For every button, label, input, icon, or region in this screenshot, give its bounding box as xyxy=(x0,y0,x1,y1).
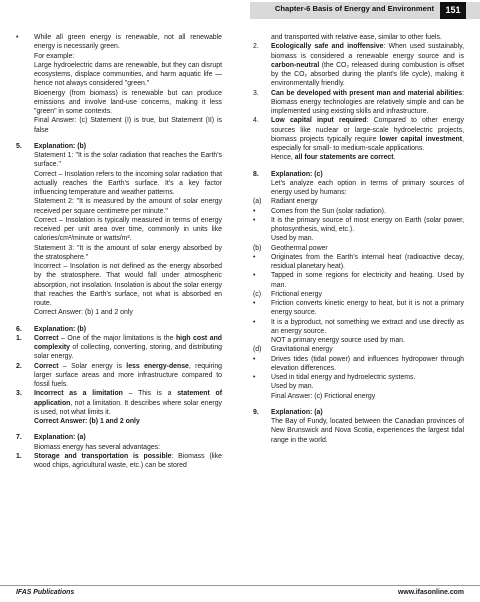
website-link[interactable]: www.ifasonline.com xyxy=(398,589,464,596)
question-7-heading: 7. Explanation: (a) xyxy=(16,434,86,442)
publisher-name: IFAS Publications xyxy=(16,589,75,596)
question-5-heading: 5. Explanation: (b) xyxy=(16,142,87,150)
option-b: (b) Geothermal power xyxy=(253,244,328,252)
example-block: For example: Large hydroelectric dams are renewable, but they can disrupt ecosystems, displace communities, and harm aquatic life — hence not always considered "green." Bioenergy (from biomass) is renewable but can produce emissions and involve land-use concerns, making it less "green" in some contexts. Final Answer: (c) Statement (I) is true, but Statement (II) is false xyxy=(34,52,222,134)
question-8-heading: 8. Explanation: (c) xyxy=(253,170,323,178)
bullet-item: • While all green energy is renewable, not all renewable energy is necessarily green. xyxy=(16,34,222,51)
left-column: • While all green energy is renewable, not all renewable energy is necessarily green. For example: Large hydroelectric dams are renewable, but they can disrupt ecosystems, displace communities, and harm aquatic life — hence not always considered "green." Bioenergy (from biomass) is renewable but can produce emissions and involve land-use concerns, making it less "green" in some contexts. Final Answer: (c) Statement (I) is true, but Statement (II) is false 5. Explanation: (b) Statement 1: "It is the solar radiation that reaches the Earth's surface." Correct – Insolation refers to the incoming solar radiation that actually reaches the Earth's surface. It's a key factor influencing temperature and weather patterns. Statement 2: "It is measured by the amount of solar energy received per square centimetre per minute." Correct – Insolation is typically measured in terms of energy received per unit area over time, commonly in units like calories/cm²/minute or watts/m². Statement 3: "It is the amount of solar energy absorbed by the stratosphere." Incorrect – Insolation is not defined as the energy absorbed by the stratosphere. That would fall under atmospheric absorption, not insolation. Insolation is about the solar energy that reaches the Earth's surface, not what is absorbed en route. Correct Answer: (b) 1 and 2 only 6. Explanation: (b) 1. Correct – One of the major limitations is the high cost and complexity of collecting, converting, storing, and distributing solar energy. 2. Correct – Solar energy is less energy-dense, requiring larger surface areas and more infrastructure compared to fossil fuels. 3. Incorrect as a limitation – This is a statement of application, not a limitation. It describes where solar energy is used, not what limits it. Correct Answer: (b) 1 and 2 only 7. Explanation: (a) Biomass energy has several advantages: 1. Storage and transportation is possible: Biomass (like wood chips, agricultural waste, etc.) can be stored xyxy=(16,34,222,469)
option-a: (a) Radiant energy xyxy=(253,198,318,206)
bullet-icon: • xyxy=(253,207,256,215)
question-5-body: Statement 1: "It is the solar radiation that reaches the Earth's surface." Correct – Insolation refers to the incoming solar radiation that actually reaches the Earth's surface. It's a key factor influencing temperature and weather patterns. Statement 2: "It is measured by the amount of solar energy received per square centimetre per minute." Correct – Insolation is typically measured in terms of energy received per unit area over time, commonly in units like calories/cm²/minute or watts/m². Statement 3: "It is the amount of solar energy absorbed by the stratosphere." Incorrect – Insolation is not defined as the energy absorbed by the stratosphere. That would fall under atmospheric absorption, not insolation. Insolation is about the solar energy that reaches the Earth's surface, not what is absorbed en route. Correct Answer: (b) 1 and 2 only xyxy=(34,152,222,317)
page-number: 151 xyxy=(440,2,466,19)
numbered-item: 2. Ecologically safe and inoffensive: When used sustainably, biomass is considered a renewable energy source and is carbon-neutral (the CO₂ released during combustion is offset by the CO₂ absorbed during the plant's life cycle), making it environmentally friendly. xyxy=(253,43,464,88)
bullet-item: • Tapped in some regions for electricity and heating. Used by man. xyxy=(253,272,464,289)
bullet-item: • It is a byproduct, not something we extract and use directly as an energy source. xyxy=(253,318,464,335)
numbered-item: 3. Incorrect as a limitation – This is a statement of application, not a limitation. It describes where solar energy is used, not what limits it. xyxy=(16,390,222,416)
numbered-item: 4. Low capital input required: Compared to other energy sources like nuclear or large-scale hydroelectric projects, biomass projects typically require lower capital investment, especially for small- to medium-scale applications. xyxy=(253,117,464,152)
bullet-icon: • xyxy=(16,34,19,41)
bullet-item: • Comes from the Sun (solar radiation). xyxy=(253,207,386,215)
bullet-item: • Used in tidal energy and hydroelectric systems. xyxy=(253,374,416,381)
option-d: (d) Gravitational energy xyxy=(253,346,333,354)
numbered-item: 3. Can be developed with present man and material abilities: Biomass energy technologies are relatively simple and can be implemented using existing skills and infrastructure. xyxy=(253,89,464,115)
bullet-icon: • xyxy=(253,253,256,261)
hence-statement: Hence, all four statements are correct. xyxy=(271,154,396,162)
bullet-icon: • xyxy=(253,374,256,381)
option-c: (c) Frictional energy xyxy=(253,290,322,298)
final-answer: Final Answer: (c) Statement (I) is true, but Statement (II) is false xyxy=(34,117,222,134)
chapter-title: Chapter-6 Basis of Energy and Environment xyxy=(274,4,434,13)
page-header xyxy=(0,0,480,20)
page-footer xyxy=(0,585,480,602)
correct-answer: Correct Answer: (b) 1 and 2 only xyxy=(34,309,133,317)
numbered-item: 2. Correct – Solar energy is less energy-dense, requiring larger surface areas and more infrastructure compared to fossil fuels. xyxy=(16,362,222,388)
bullet-item: • It is the primary source of most energy on Earth (solar power, photosynthesis, wind, etc.). xyxy=(253,216,464,233)
bullet-icon: • xyxy=(253,318,256,326)
bullet-item: • Drives tides (tidal power) and influences hydropower through elevation differences. xyxy=(253,355,464,372)
bullet-icon: • xyxy=(253,272,256,280)
bullet-icon: • xyxy=(253,216,256,224)
numbered-item: 1. Correct – One of the major limitations is the high cost and complexity of collecting, converting, storing, and distributing solar energy. xyxy=(16,334,222,361)
bullet-item: • Friction converts kinetic energy to heat, but it is not a primary energy source. xyxy=(253,300,464,317)
question-6-heading: 6. Explanation: (b) xyxy=(16,325,87,333)
final-answer: Final Answer: (c) Frictional energy xyxy=(271,392,376,400)
question-9-heading: 9. Explanation: (a) xyxy=(253,408,323,416)
bullet-icon: • xyxy=(253,300,256,307)
correct-answer: Correct Answer: (b) 1 and 2 only xyxy=(34,418,140,425)
bullet-icon: • xyxy=(253,355,256,363)
right-column: and transported with relative ease, similar to other fuels. 2. Ecologically safe and inoffensive: When used sustainably, biomass is considered a renewable energy source and is carbon-neutral (the CO₂ released during combustion is offset by the CO₂ absorbed during the plant's life cycle), making it environmentally friendly. 3. Can be developed with present man and material abilities: Biomass energy technologies are relatively simple and can be implemented using existing skills and infrastructure. 4. Low capital input required: Compared to other energy sources like nuclear or large-scale hydroelectric projects, biomass projects typically require lower capital investment, especially for small- to medium-scale applications. Hence, all four statements are correct. 8. Explanation: (c) Let's analyze each option in terms of primary sources of energy used by humans: (a) Radiant energy • Comes from the Sun (solar radiation). • It is the primary source of most energy on Earth (solar power, photosynthesis, wind, etc.). Used by man. (b) Geothermal power • Originates from the Earth's internal heat (radioactive decay, residual planetary heat). • Tapped in some regions for electricity and heating. Used by man. (c) Frictional energy • Friction converts kinetic energy to heat, but it is not a primary energy source. • It is a byproduct, not something we extract and use directly as an energy source. NOT a primary energy source used by man. (d) Gravitational energy • Drives tides (tidal power) and influences hydropower through elevation differences. • Used in tidal energy and hydroelectric systems. Used by man. Final Answer: (c) Frictional energy 9. Explanation: (a) The Bay of Fundy, located between the Canadian provinces of New Brunswick and Nova Scotia, experiences the largest tidal range in the world. xyxy=(253,34,464,444)
bullet-item: • Originates from the Earth's internal heat (radioactive decay, residual planetary heat). xyxy=(253,253,464,270)
numbered-item: 1. Storage and transportation is possible: Biomass (like wood chips, agricultural waste, etc.) can be stored xyxy=(16,452,222,469)
